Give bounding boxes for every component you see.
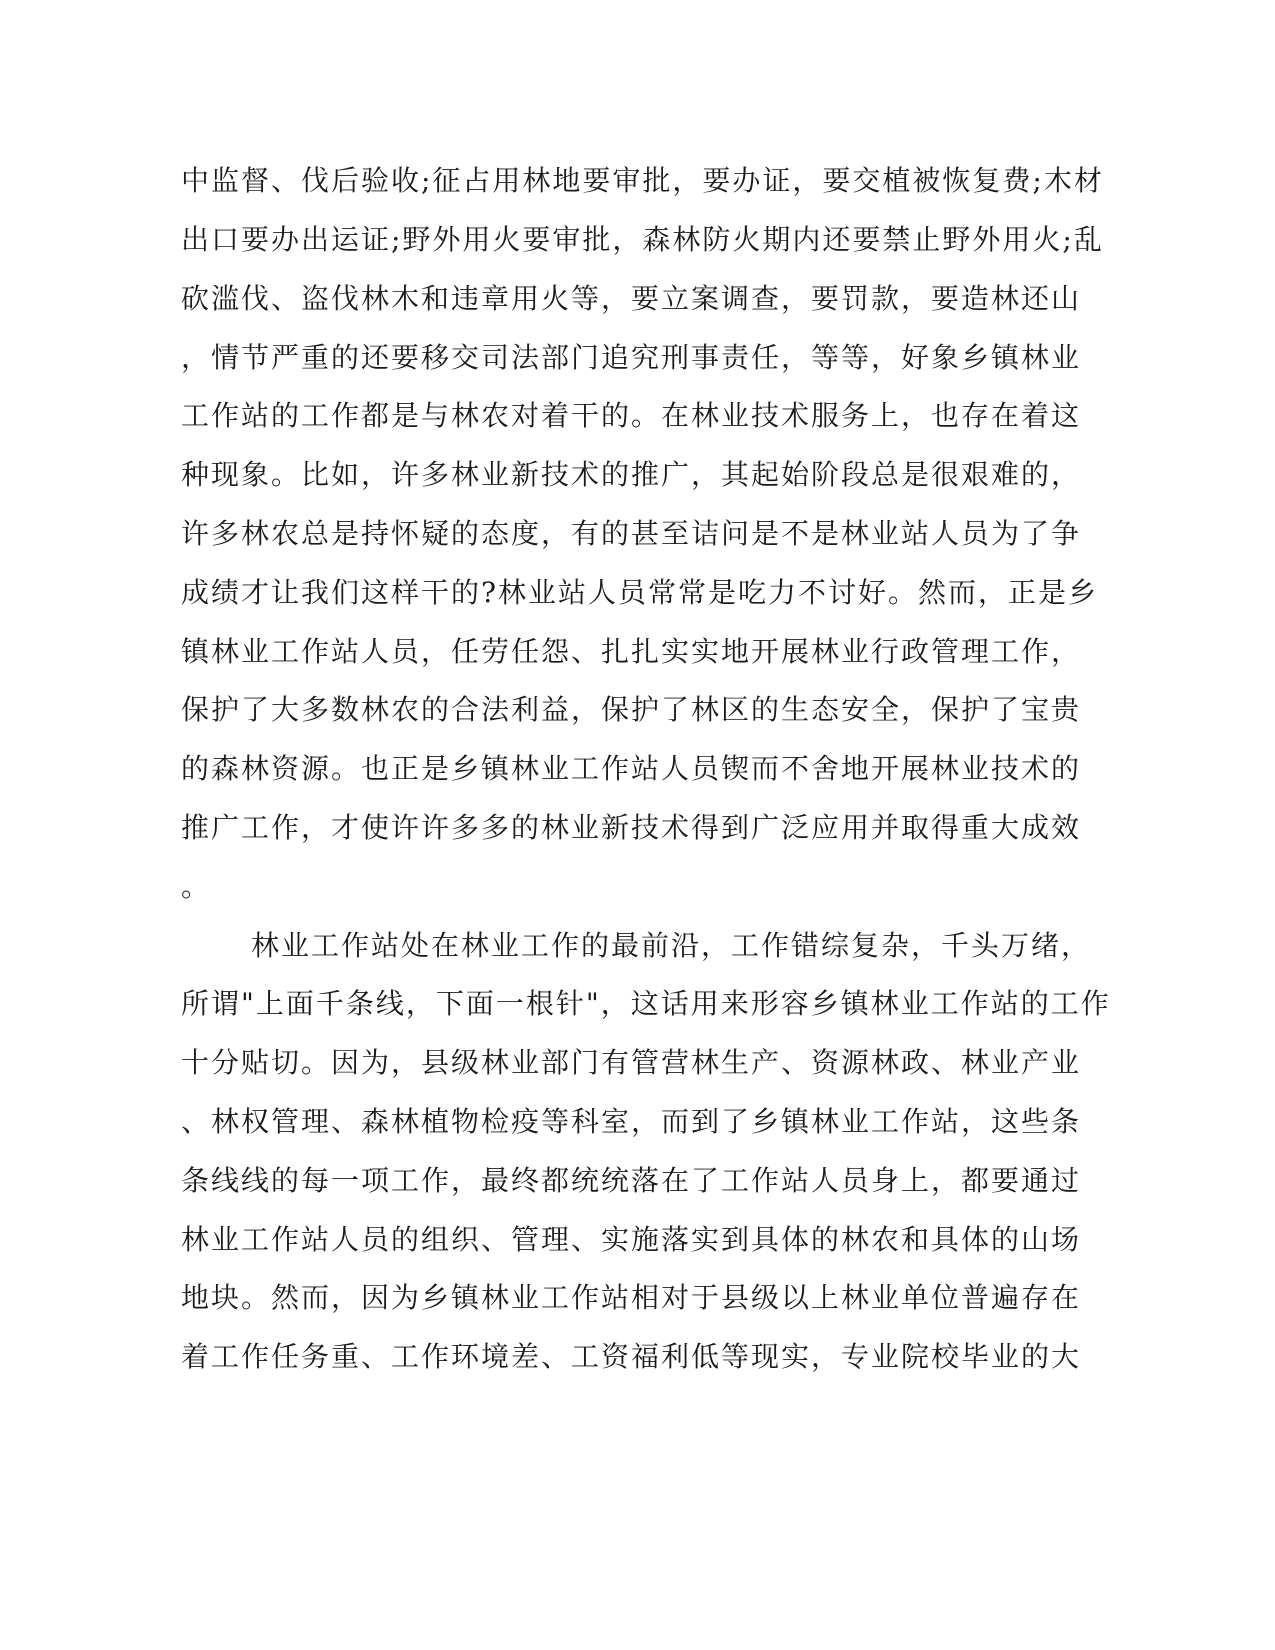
- text-line: 成绩才让我们这样干的?林业站人员常常是吃力不讨好。然而，正是乡: [181, 576, 1099, 609]
- text-line: 条线线的每一项工作，最终都统统落在了工作站人员身上，都要通过: [181, 1164, 1082, 1197]
- text-line: 镇林业工作站人员，任劳任怨、扎扎实实地开展林业行政管理工作，: [181, 635, 1082, 668]
- text-line: 许多林农总是持怀疑的态度，有的甚至诘问是不是林业站人员为了争: [181, 517, 1082, 550]
- text-line: 砍滥伐、盗伐林木和违章用火等，要立案调查，要罚款，要造林还山: [181, 282, 1082, 315]
- paragraph-first-line: 林业工作站处在林业工作的最前沿，工作错综复杂，千头万绪，: [251, 929, 1092, 962]
- text-line: 的森林资源。也正是乡镇林业工作站人员锲而不舍地开展林业技术的: [181, 752, 1082, 785]
- text-line: 、林权管理、森林植物检疫等科室，而到了乡镇林业工作站，这些条: [181, 1105, 1082, 1138]
- text-line: 工作站的工作都是与林农对着干的。在林业技术服务上，也存在着这: [181, 399, 1082, 432]
- text-line: 着工作任务重、工作环境差、工资福利低等现实，专业院校毕业的大: [181, 1340, 1082, 1373]
- text-line: 。: [181, 870, 212, 903]
- text-line: 出口要办出运证;野外用火要审批，森林防火期内还要禁止野外用火;乱: [181, 223, 1104, 256]
- text-line: 中监督、伐后验收;征占用林地要审批，要办证，要交植被恢复费;木材: [181, 164, 1104, 197]
- text-line: 所谓"上面千条线，下面一根针"，这话用来形容乡镇林业工作站的工作: [181, 987, 1111, 1020]
- text-line: 推广工作，才使许许多多的林业新技术得到广泛应用并取得重大成效: [181, 811, 1082, 844]
- text-line: 种现象。比如，许多林业新技术的推广，其起始阶段总是很艰难的，: [181, 458, 1082, 491]
- text-line: ，情节严重的还要移交司法部门追究刑事责任，等等，好象乡镇林业: [181, 341, 1082, 374]
- text-line: 地块。然而，因为乡镇林业工作站相对于县级以上林业单位普遍存在: [181, 1281, 1082, 1314]
- text-line: 十分贴切。因为，县级林业部门有管营林生产、资源林政、林业产业: [181, 1046, 1082, 1079]
- text-line: 林业工作站人员的组织、管理、实施落实到具体的林农和具体的山场: [181, 1223, 1082, 1256]
- text-line: 保护了大多数林农的合法利益，保护了林区的生态安全，保护了宝贵: [181, 693, 1082, 726]
